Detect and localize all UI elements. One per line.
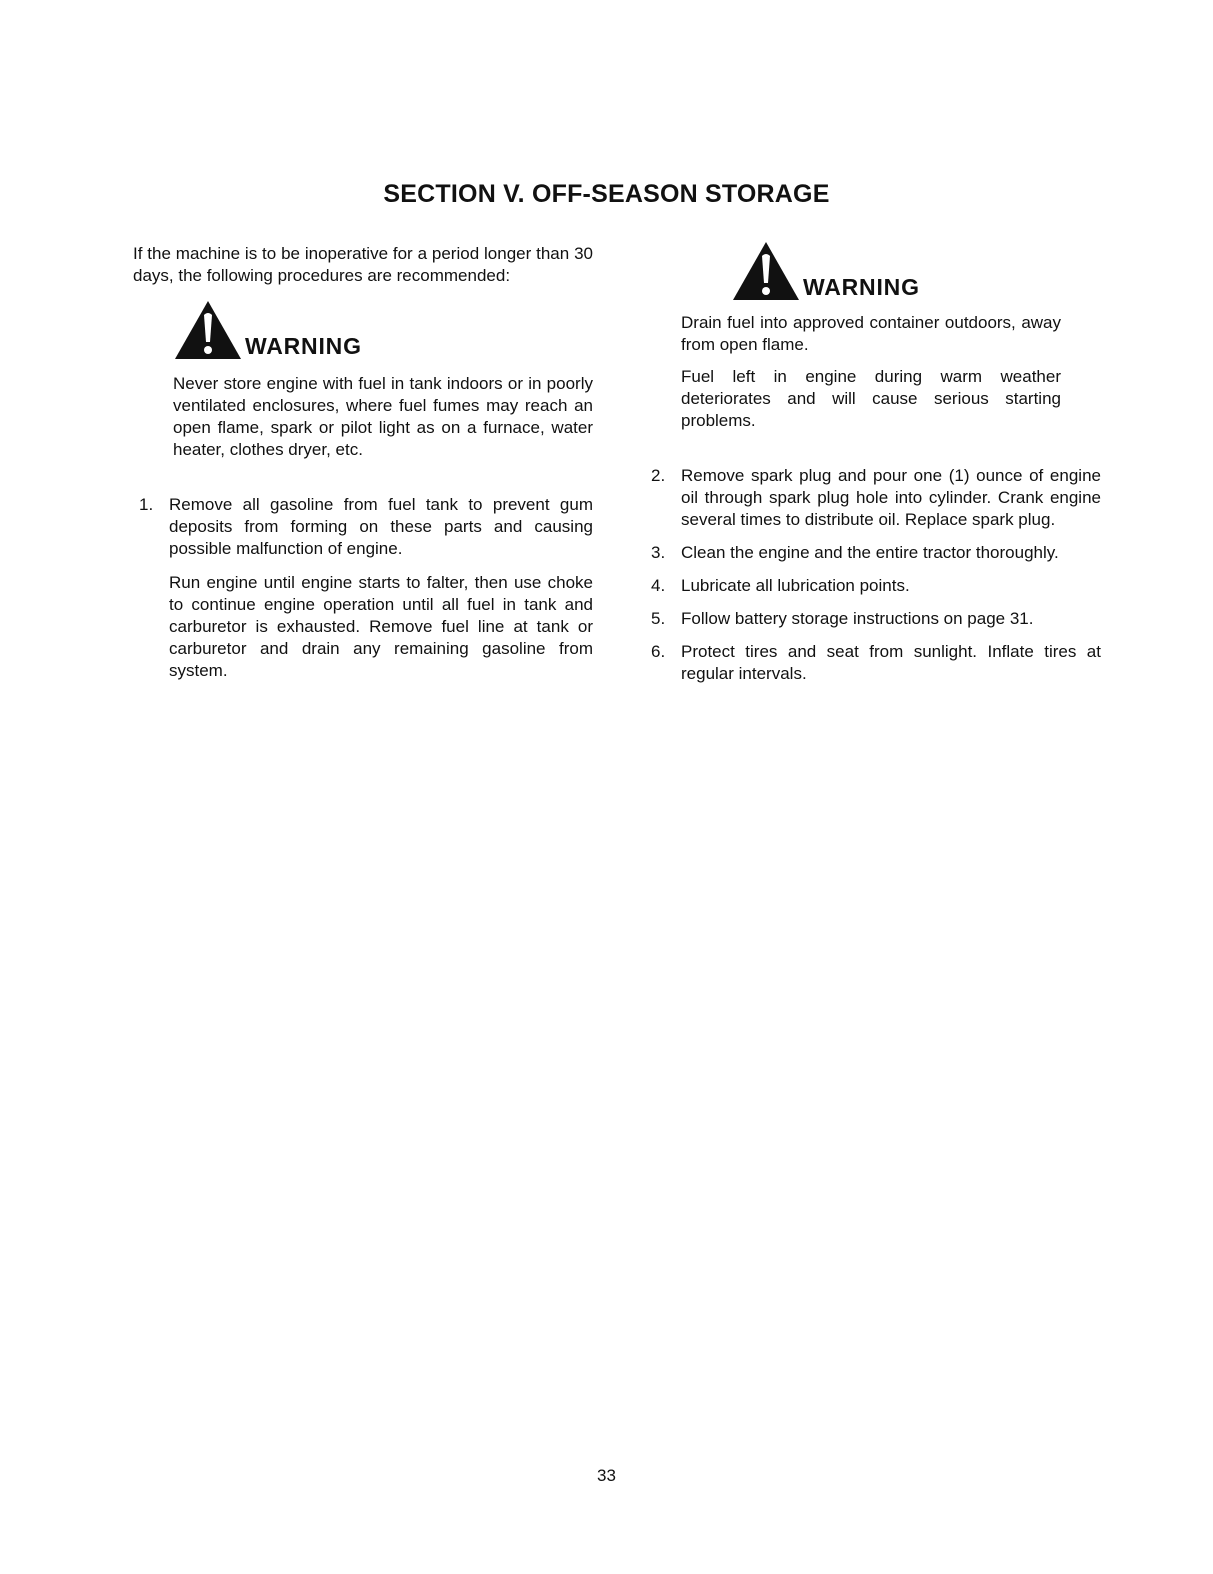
item-body [169, 494, 593, 682]
item-number: 6. [651, 642, 666, 661]
list-item [645, 641, 1101, 685]
warning-box-right [731, 240, 1101, 302]
warning-paragraph: Never store engine with fuel in tank indoors or in poorly ventilated enclosures, where fuel fumes may reach an open flame, spark or pilot light as on a furnace, water heater, clothes dryer, etc. [173, 374, 593, 459]
page-number: 33 [597, 1466, 616, 1485]
right-column [645, 240, 1101, 685]
warning-triangle-icon [173, 299, 243, 361]
item-text: Lubricate all lubrication points. [681, 576, 910, 595]
warning-triangle-icon [731, 240, 801, 302]
warning-box-left [173, 299, 593, 461]
item-number: 1. [139, 495, 154, 514]
item-text: Remove all gasoline from fuel tank to prevent gum deposits from forming on these parts and causing possible malfunction of engine. [169, 495, 593, 558]
list-item [645, 608, 1101, 630]
warning-label: WARNING [803, 274, 920, 300]
list-item [133, 494, 593, 682]
warning-text-left [173, 373, 593, 461]
item-text: Protect tires and seat from sunlight. Inflate tires at regular intervals. [681, 642, 1101, 683]
item-text-continued: Run engine until engine starts to falter, then use choke to continue engine operation until all fuel in tank and carburetor is exhausted. Remove fuel line at tank or carburetor and drain any remaining gasoline from system. [169, 573, 593, 680]
item-number: 4. [651, 576, 666, 595]
list-item [645, 542, 1101, 564]
page-title: SECTION V. OFF-SEASON STORAGE [383, 180, 830, 208]
warning-header-left [173, 299, 593, 361]
item-number: 2. [651, 466, 666, 485]
warning-label: WARNING [245, 333, 362, 359]
item-text: Clean the engine and the entire tractor thoroughly. [681, 543, 1059, 562]
item-number: 3. [651, 543, 666, 562]
warning-text-right [681, 312, 1061, 432]
item-number: 5. [651, 609, 666, 628]
warning-header-right [731, 240, 1101, 302]
warning-paragraph: Fuel left in engine during warm weather deteriorates and will cause serious starting problems. [681, 367, 1061, 430]
item-text: Remove spark plug and pour one (1) ounce of engine oil through spark plug hole into cylinder. Crank engine several times to distribute oil. Replace spark plug. [681, 466, 1101, 529]
intro-paragraph: If the machine is to be inoperative for a period longer than 30 days, the following procedures are recommended: [133, 244, 593, 285]
list-item [645, 465, 1101, 531]
left-column [133, 243, 593, 682]
warning-paragraph: Drain fuel into approved container outdoors, away from open flame. [681, 313, 1061, 354]
item-text: Follow battery storage instructions on page 31. [681, 609, 1034, 628]
list-item [645, 575, 1101, 597]
